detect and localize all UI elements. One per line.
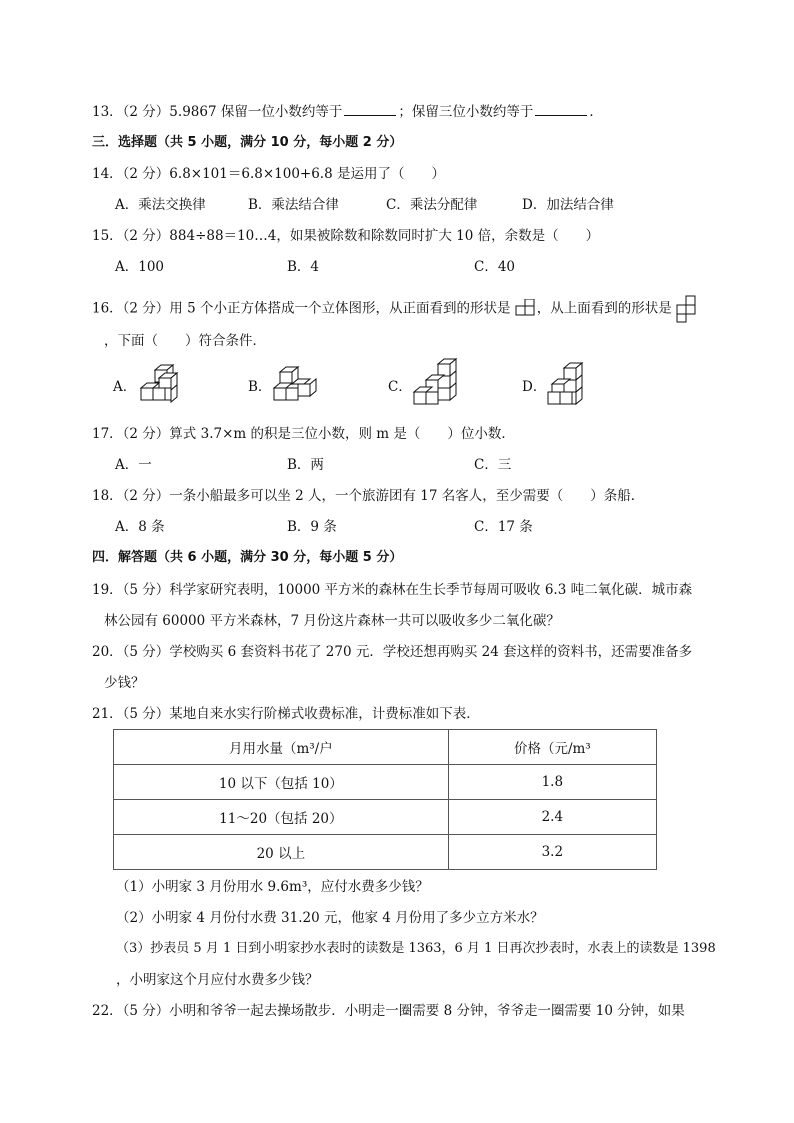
table-header-cell: 价格（元/m³	[448, 730, 656, 765]
q16-option-b: B．	[248, 379, 272, 395]
q16-text-a: 16．（2 分）用 5 个小正方体搭成一个立体图形，从正面看到的形状是	[92, 300, 511, 317]
q21-subquestion-3-line2: ，小明家这个月应付水费多少钱？	[116, 972, 319, 988]
q16-option-a: A．	[113, 379, 137, 395]
q14-option-d: D．加法结合律	[522, 197, 614, 213]
question-14-stem: 14．（2 分）6.8×101＝6.8×100+6.8 是运用了（ ）	[92, 166, 445, 182]
q14-option-c: C．乘法分配律	[386, 197, 478, 213]
question-22-line1: 22．（5 分）小明和爷爷一起去操场散步．小明走一圈需要 8 分钟，爷爷走一圈需要 10 分钟，如果	[92, 1003, 685, 1019]
question-13	[92, 103, 603, 121]
q18-option-a: A．8 条	[115, 519, 165, 535]
q18-option-c: C．17 条	[474, 519, 533, 535]
question-20-line1: 20．（5 分）学校购买 6 套资料书花了 270 元．学校还想再购买 24 套这样的资料书，还需要准备多	[92, 644, 693, 660]
q17-option-b: B．两	[287, 457, 324, 473]
question-18-stem: 18．（2 分）一条小船最多可以坐 2 人，一个旅游团有 17 名客人，至少需要（ ）条船．	[92, 488, 645, 504]
q14-option-b: B．乘法结合律	[248, 197, 339, 213]
top-view-icon	[676, 295, 698, 323]
cube-figure-c-icon	[410, 358, 462, 410]
section-3-heading: 三．选择题（共 5 小题，满分 10 分，每小题 2 分）	[92, 135, 403, 150]
q15-option-b: B．4	[287, 259, 320, 275]
q16-option-c: C．	[388, 379, 412, 395]
table-cell: 1.8	[448, 765, 656, 800]
table-cell: 20 以上	[114, 835, 449, 870]
q16-option-d: D．	[522, 379, 547, 395]
q17-option-c: C．三	[474, 457, 512, 473]
table-cell: 2.4	[448, 800, 656, 835]
q16-text-b: ，从上面看到的形状是	[536, 300, 672, 317]
front-view-icon	[515, 299, 537, 319]
q13-text-c: ．	[589, 104, 603, 120]
table-cell: 3.2	[448, 835, 656, 870]
table-row	[114, 835, 657, 870]
table-header-row	[114, 730, 657, 765]
answer-blank	[535, 103, 587, 116]
question-20-line2: 少钱？	[104, 675, 145, 691]
q15-option-c: C．40	[474, 259, 516, 275]
q21-subquestion-2: （2）小明家 4 月份付水费 31.20 元，他家 4 月份用了多少立方米水？	[116, 910, 544, 926]
table-header-cell: 月用水量（m³/户	[114, 730, 449, 765]
q13-text-b: ；保留三位小数约等于	[398, 104, 534, 120]
q18-option-b: B．9 条	[287, 519, 337, 535]
q21-subquestion-3-line1: （3）抄表员 5 月 1 日到小明家抄水表时的读数是 1363，6 月 1 日再次抄表时，水表上的读数是 1398	[116, 941, 716, 956]
q15-option-a: A．100	[115, 259, 165, 275]
q17-option-a: A．一	[115, 457, 152, 473]
question-21-stem: 21．（5 分）某地自来水实行阶梯式收费标准，计费标准如下表．	[92, 706, 480, 722]
question-15-stem: 15．（2 分）884÷88＝10…4，如果被除数和除数同时扩大 10 倍，余数是（ ）	[92, 228, 600, 244]
q16-stem-line2: ，下面（ ）符合条件．	[104, 333, 266, 349]
question-19-line1: 19．（5 分）科学家研究表明，10000 平方米的森林在生长季节每周可吸收 6.3 吨二氧化碳．城市森	[92, 582, 693, 598]
q21-subquestion-1: （1）小明家 3 月份用水 9.6m³，应付水费多少钱？	[116, 879, 429, 895]
q14-option-a: A．乘法交换律	[115, 197, 206, 213]
question-17-stem: 17．（2 分）算式 3.7×m 的积是三位小数，则 m 是（ ）位小数．	[92, 426, 515, 442]
answer-blank	[344, 103, 396, 116]
table-cell: 11～20（包括 20）	[114, 800, 449, 835]
table-cell: 10 以下（包括 10）	[114, 765, 449, 800]
question-19-line2: 林公园有 60000 平方米森林，7 月份这片森林一共可以吸收多少二氧化碳？	[104, 613, 560, 629]
q13-text-a: 13．（2 分）5.9867 保留一位小数约等于	[92, 104, 343, 120]
table-row	[114, 765, 657, 800]
water-fee-table	[113, 729, 657, 870]
table-row	[114, 800, 657, 835]
cube-figure-b-icon	[270, 364, 322, 406]
question-16-stem	[92, 295, 698, 323]
cube-figure-d-icon	[544, 362, 588, 408]
section-4-heading: 四．解答题（共 6 小题，满分 30 分，每小题 5 分）	[92, 550, 403, 565]
cube-figure-a-icon	[137, 364, 185, 406]
